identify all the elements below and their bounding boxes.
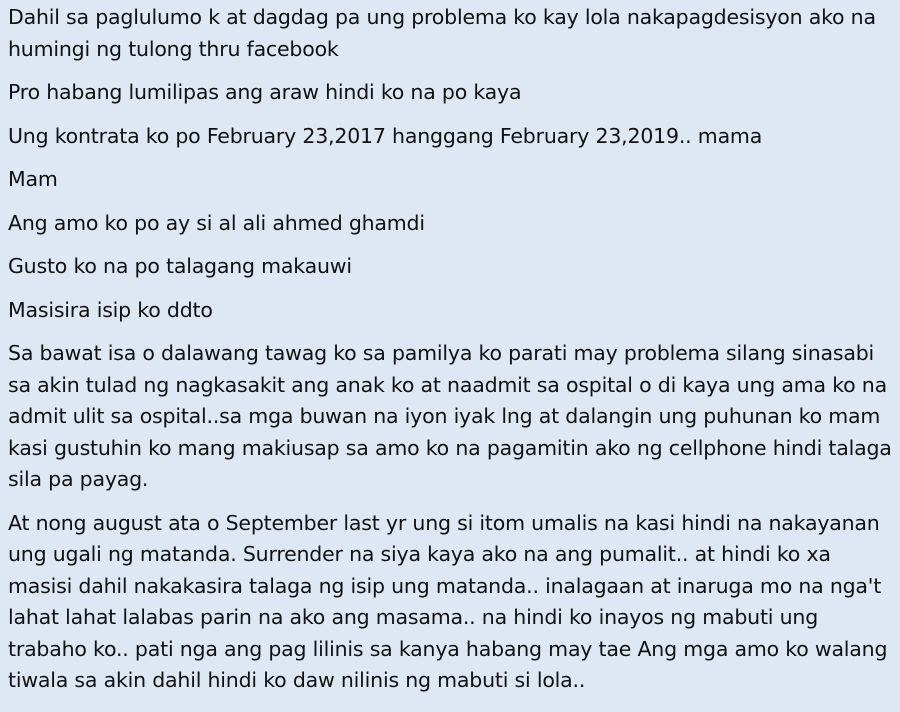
paragraph-4: Mam bbox=[8, 167, 58, 191]
paragraph-1: Dahil sa paglulumo k at dagdag pa ung problema ko kay lola nakapagdesisyon ako na humingi ng tulong thru facebook bbox=[8, 5, 876, 61]
paragraph-9: At nong august ata o September last yr ung si itom umalis na kasi hindi na nakayanan ung ugali ng matanda. Surrender na siya kaya ako na ang pumalit.. at hindi ko xa masisi dahil nakakasira talaga ng isip ung matanda.. inalagaan at inaruga mo na nga't lahat lahat lalabas parin na ako ang masama.. na hindi ko inayos ng mabuti ung trabaho ko.. pati nga ang pag lilinis sa kanya habang may tae Ang mga amo ko walang tiwala sa akin dahil hindi ko daw nilinis ng mabuti si lola.. bbox=[8, 510, 888, 692]
paragraph-8: Sa bawat isa o dalawang tawag ko sa pamilya ko parati may problema silang sinasabi sa akin tulad ng nagkasakit ang anak ko at naadmit sa ospital o di kaya ung ama ko na admit ulit sa ospital..sa mga buwan na iyon iyak lng at dalangin ung puhunan ko mam kasi gustuhin ko mang makiusap sa amo ko na pagamitin ako ng cellphone hindi talaga sila pa payag. bbox=[8, 341, 892, 491]
paragraph-5: Ang amo ko po ay si al ali ahmed ghamdi bbox=[8, 210, 425, 235]
paragraph-7: Masisira isip ko ddto bbox=[8, 297, 213, 322]
paragraph-3: Ung kontrata ko po February 23,2017 hanggang February 23,2019.. mama bbox=[8, 123, 763, 148]
paragraph-2: Pro habang lumilipas ang araw hindi ko na po kaya bbox=[8, 80, 522, 104]
paragraph-6: Gusto ko na po talagang makauwi bbox=[8, 254, 352, 278]
